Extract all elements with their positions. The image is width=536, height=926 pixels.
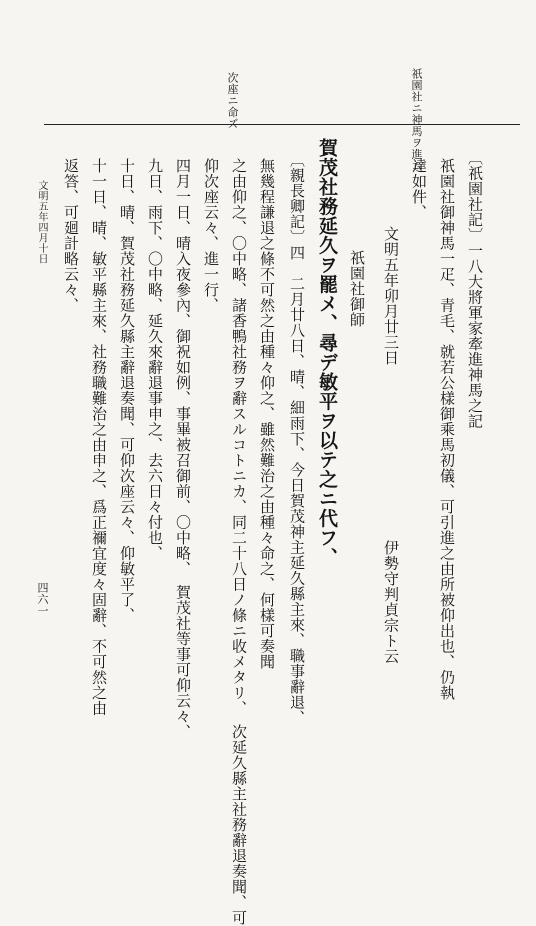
header-note-shrine-horse: 祇園社ニ神馬ヲ進ム [410, 68, 423, 172]
text-column-1: 〔祇園社記〕一八大將軍家牽進神馬之記 [466, 150, 484, 429]
text-column-3: 達如件、 [410, 158, 428, 220]
text-column-9: 無幾程謙退之條不可然之由種々仰之、雖然難治之由種々命之、何樣可奏聞 [258, 158, 276, 670]
page-number: 四六一 [36, 582, 49, 617]
text-column-11: 仰次座云々、進一行、 [202, 158, 220, 313]
heading-kamo-shrine: 賀茂社務延久ヲ罷メ、尋デ敏平ヲ以テ之ニ代フ、 [316, 138, 338, 567]
text-column-12: 四月一日、晴入夜參內、御祝如例、事畢被召御前、〇中略、 賀茂社等事可仰云々、 [174, 158, 192, 740]
header-rule [44, 124, 520, 125]
text-column-4: 文明五年卯月廿三日 [382, 226, 400, 366]
header-note-deputy: 次座ニ命ズ [226, 72, 239, 130]
text-column-14: 十日、晴、賀茂社務延久縣主辭退奏聞、可仰次座云々、仰敏平了、 [118, 158, 136, 623]
text-column-2: 祇園社御神馬一疋、青毛、就若公樣御乘馬初儀、可引進之由所被仰出也、仍執 [438, 158, 456, 701]
text-column-15: 十一日、晴、敏平縣主來、社務職難治之由申之、爲正禰宜度々固辭、不可然之由 [90, 158, 108, 716]
text-column-6: 祇園社御師 [348, 250, 366, 328]
text-column-16: 返答、可廻計略云々、 [62, 158, 80, 313]
text-column-5-signature: 伊勢守判貞宗ト云 [382, 540, 400, 664]
text-column-10: 之由仰之、〇中略、諸香鴨社務ヲ辭スルコトニカ、同二十八日ノ條ニ收メタリ、 次延久縣主社務辭退奏聞、可 [230, 158, 248, 926]
margin-date-note: 文明五年四月十日 [36, 180, 47, 264]
text-column-8: 〔親長卿記〕四 二月廿八日、晴、細雨下、今日賀茂神主延久縣主來、職事辭退、 [288, 152, 306, 726]
text-column-13: 九日、雨下、〇中略、延久來辭退事申之、去六日々付也、 [146, 158, 164, 561]
